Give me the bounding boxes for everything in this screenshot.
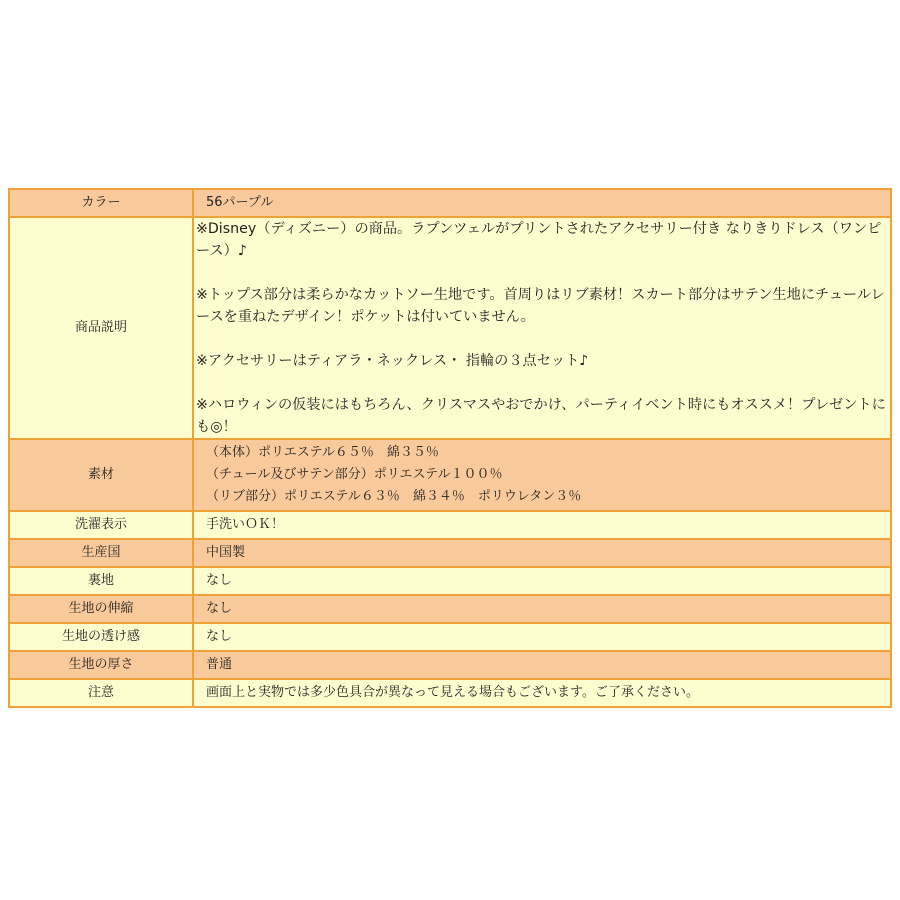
spec-row-note: [9, 679, 891, 707]
spec-value-lining: なし: [193, 567, 891, 595]
spec-row-description: [9, 217, 891, 439]
spec-label-note: 注意: [9, 679, 193, 707]
spec-row-sheerness: [9, 623, 891, 651]
spec-value-origin: 中国製: [193, 539, 891, 567]
spec-value-color: 56パープル: [193, 189, 891, 217]
description-paragraph: ※Disney（ディズニー）の商品。ラプンツェルがプリントされたアクセサリー付き なりきりドレス（ワンピース）♪: [196, 221, 882, 259]
spec-row-color: [9, 189, 891, 217]
spec-value-stretch: なし: [193, 595, 891, 623]
product-spec-table: [8, 188, 892, 708]
spec-label-sheerness: 生地の透け感: [9, 623, 193, 651]
description-paragraph: ※ハロウィンの仮装にはもちろん、クリスマスやおでかけ、パーティイベント時にもオススメ！プレゼントにも◎！: [196, 397, 886, 435]
spec-value-sheerness: なし: [193, 623, 891, 651]
description-paragraph: ※アクセサリーはティアラ・ネックレス・ 指輪の３点セット♪: [196, 353, 589, 369]
description-paragraph: ※トップス部分は柔らかなカットソー生地です。首周りはリブ素材！スカート部分はサテン生地にチュールレースを重ねたデザイン！ポケットは付いていません。: [196, 287, 885, 325]
spec-label-material: 素材: [9, 439, 193, 511]
spec-label-stretch: 生地の伸縮: [9, 595, 193, 623]
spec-value-note: 画面上と実物では多少色具合が異なって見える場合もございます。ご了承ください。: [193, 679, 891, 707]
spec-value-description: [193, 217, 891, 439]
spec-label-washing: 洗濯表示: [9, 511, 193, 539]
spec-label-description: 商品説明: [9, 217, 193, 439]
spec-value-material: [193, 439, 891, 511]
spec-value-washing: 手洗いＯＫ！: [193, 511, 891, 539]
material-line: （リブ部分）ポリエステル６３％ 綿３４％ ポリウレタン３％: [206, 489, 582, 504]
spec-label-color: カラー: [9, 189, 193, 217]
spec-row-lining: [9, 567, 891, 595]
spec-row-washing: [9, 511, 891, 539]
spec-label-lining: 裏地: [9, 567, 193, 595]
spec-row-origin: [9, 539, 891, 567]
material-line: （本体）ポリエステル６５％ 綿３５％: [206, 445, 439, 460]
material-line: （チュール及びサテン部分）ポリエステル１００％: [206, 467, 503, 482]
spec-row-thickness: [9, 651, 891, 679]
spec-value-thickness: 普通: [193, 651, 891, 679]
spec-label-origin: 生産国: [9, 539, 193, 567]
spec-label-thickness: 生地の厚さ: [9, 651, 193, 679]
spec-row-material: [9, 439, 891, 511]
spec-row-stretch: [9, 595, 891, 623]
